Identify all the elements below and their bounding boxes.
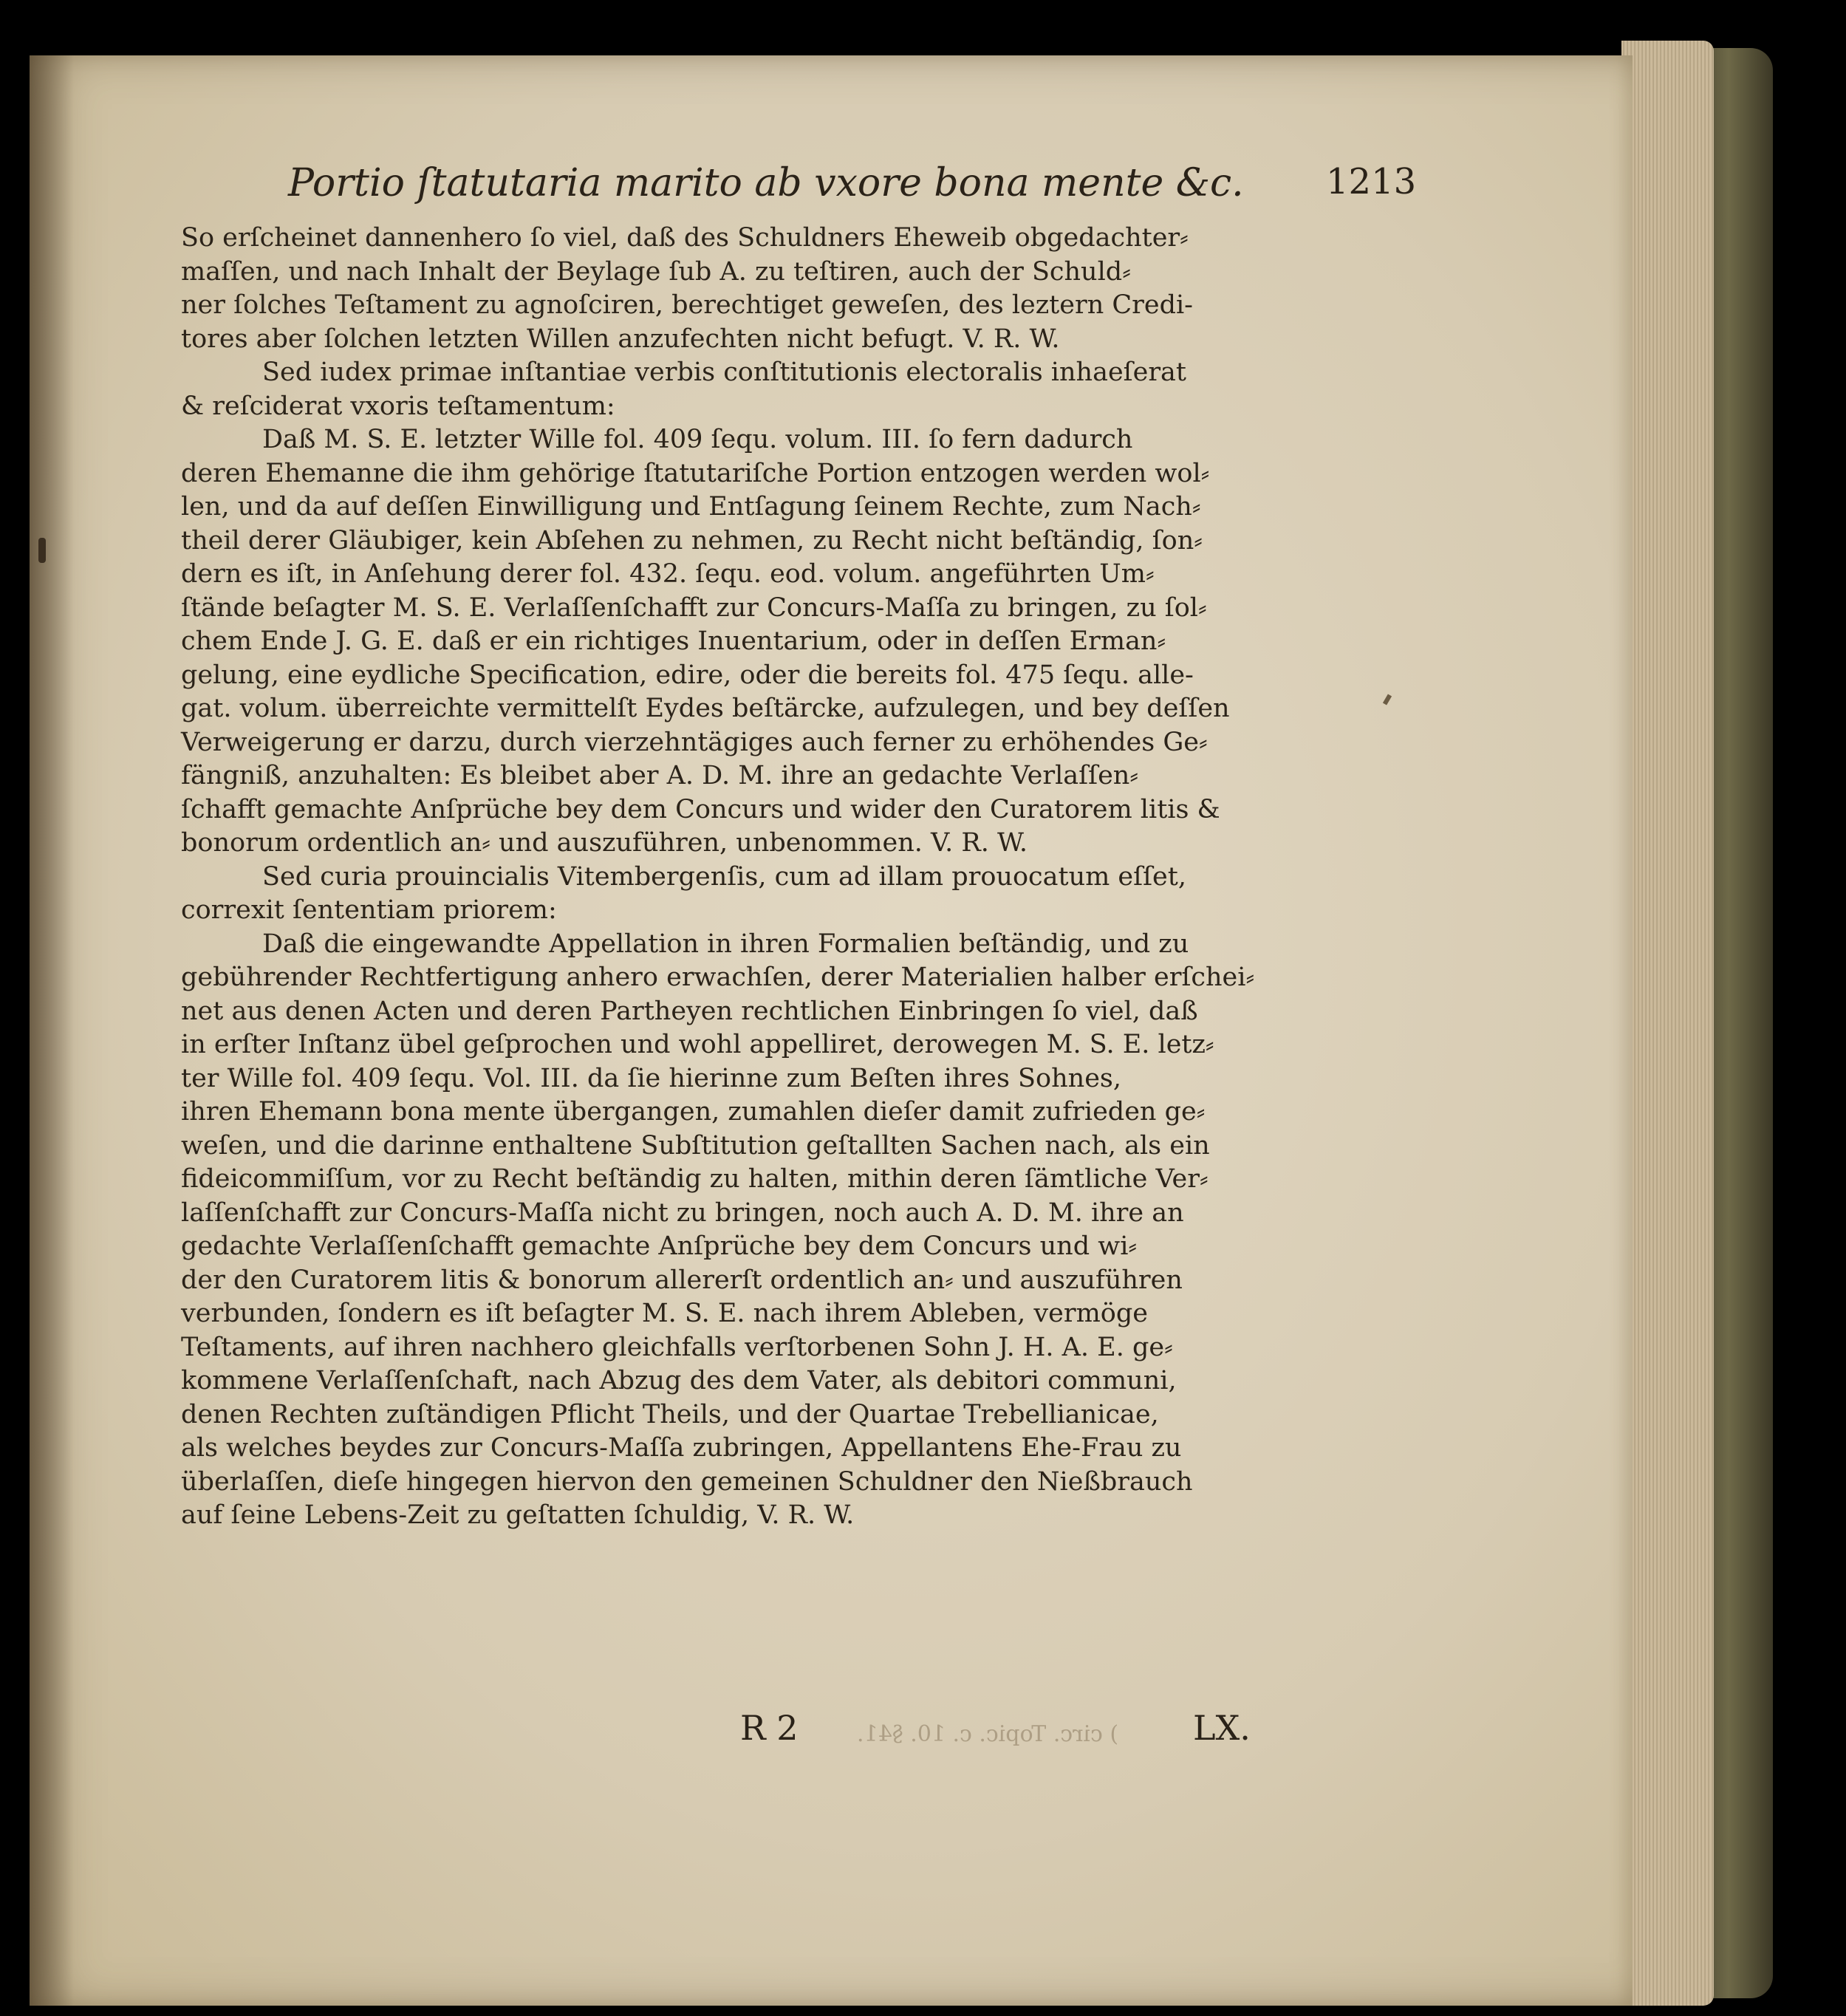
body-text xyxy=(181,222,1259,1533)
text-line: maſſen, und nach Inhalt der Beylage ſub A. zu teſtiren, auch der Schuld⸗ xyxy=(181,256,1131,287)
text-line: deren Ehemanne die ihm gehörige ſtatutariſche Portion entzogen werden wol⸗ xyxy=(181,458,1210,488)
text-line: tores aber ſolchen letzten Willen anzufechten nicht befugt. V. R. W. xyxy=(181,324,1060,354)
text-line: ter Wille fol. 409 ſequ. Vol. III. da ſie hierinne zum Beſten ihres Sohnes, xyxy=(181,1063,1121,1093)
text-line: Sed curia prouincialis Vitembergenſis, cum ad illam prouocatum eſſet, xyxy=(262,861,1186,892)
text-line: als welches beydes zur Concurs-Maſſa zubringen, Appellantens Ehe-Frau zu xyxy=(181,1433,1182,1463)
text-line: gat. volum. überreichte vermittelſt Eydes beſtärcke, aufzulegen, und bey deſſen xyxy=(181,694,1230,723)
text-line: net aus denen Acten und deren Partheyen rechtlichen Einbringen ſo viel, daß xyxy=(181,996,1198,1026)
text-line: dern es iſt, in Anſehung derer fol. 432. ſequ. eod. volum. angeführten Um⸗ xyxy=(181,559,1155,589)
page-edges xyxy=(1621,41,1714,2006)
margin-ink-mark xyxy=(38,538,46,563)
signature-mark: R 2 xyxy=(740,1708,799,1748)
text-line: gelung, eine eydliche Specification, edire, oder die bereits fol. 475 ſequ. alle- xyxy=(181,660,1194,690)
text-line: len, und da auf deſſen Einwilligung und Entſagung ſeinem Rechte, zum Nach⸗ xyxy=(181,492,1201,522)
running-title: Portio ſtatutaria marito ab vxore bona mente &c. xyxy=(288,161,1244,205)
text-line: auf ſeine Lebens-Zeit zu geſtatten ſchuldig, V. R. W. xyxy=(181,1500,855,1530)
text-line: ſchafft gemachte Anſprüche bey dem Concurs und wider den Curatorem litis & xyxy=(181,794,1220,824)
text-line: ner ſolches Teſtament zu agnoſciren, berechtiget geweſen, des leztern Credi- xyxy=(181,290,1194,320)
text-line: Sed iudex primae inſtantiae verbis conſtitutionis electoralis inhaeſerat xyxy=(262,358,1186,387)
text-line: fideicommiſſum, vor zu Recht beſtändig zu halten, mithin deren ſämtliche Ver⸗ xyxy=(181,1164,1209,1194)
bleed-through-text: ) circ. Topic. c. 10. §41. xyxy=(857,1721,1119,1747)
catchword: LX. xyxy=(1193,1708,1251,1748)
text-line: kommene Verlaſſenſchaft, nach Abzug des dem Vater, als debitori communi, xyxy=(181,1366,1177,1395)
text-line: bonorum ordentlich an⸗ und auszuführen, unbenommen. V. R. W. xyxy=(181,828,1028,858)
text-line: Daß M. S. E. letzter Wille fol. 409 ſequ. volum. III. ſo fern dadurch xyxy=(262,425,1133,454)
text-line: & reſciderat vxoris teſtamentum: xyxy=(181,391,615,421)
page-gutter-shadow xyxy=(30,55,74,2006)
text-line: Verweigerung er darzu, durch vierzehntägiges auch ferner zu erhöhendes Ge⸗ xyxy=(181,727,1208,757)
text-line: weſen, und die darinne enthaltene Subſtitution geſtallten Sachen nach, als ein xyxy=(181,1130,1210,1161)
text-line: theil derer Gläubiger, kein Abſehen zu nehmen, zu Recht nicht beſtändig, ſon⸗ xyxy=(181,525,1203,556)
text-line: chem Ende J. G. E. daß er ein richtiges Inuentarium, oder in deſſen Erman⸗ xyxy=(181,626,1166,656)
text-line: gedachte Verlaſſenſchafft gemachte Anſprüche bey dem Concurs und wi⸗ xyxy=(181,1231,1138,1261)
text-line: der den Curatorem litis & bonorum allererſt ordentlich an⸗ und auszuführen xyxy=(181,1265,1183,1295)
text-line: fängniß, anzuhalten: Es bleibet aber A. D. M. ihre an gedachte Verlaſſen⸗ xyxy=(181,761,1138,790)
text-line: correxit ſententiam priorem: xyxy=(181,895,557,925)
text-line: So erſcheinet dannenhero ſo viel, daß des Schuldners Eheweib obgedachter⸗ xyxy=(181,223,1189,253)
text-line: ſtände beſagter M. S. E. Verlaſſenſchafft zur Concurs-Maſſa zu bringen, zu ſol⸗ xyxy=(181,592,1207,623)
text-line: in erſter Inſtanz übel geſprochen und wohl appelliret, derowegen M. S. E. letz⸗ xyxy=(181,1030,1214,1059)
page-number: 1213 xyxy=(1326,161,1417,202)
text-line: laſſenſchafft zur Concurs-Maſſa nicht zu bringen, noch auch A. D. M. ihre an xyxy=(181,1197,1184,1228)
text-line: gebührender Rechtfertigung anhero erwachſen, derer Materialien halber erſchei⸗ xyxy=(181,963,1255,992)
text-line: verbunden, ſondern es iſt beſagter M. S. E. nach ihrem Ableben, vermöge xyxy=(181,1299,1148,1328)
text-line: Daß die eingewandte Appellation in ihren Formalien beſtändig, und zu xyxy=(262,929,1189,959)
text-line: ihren Ehemann bona mente übergangen, zumahlen dieſer damit zufrieden ge⸗ xyxy=(181,1097,1206,1127)
text-line: Teſtaments, auf ihren nachhero gleichfalls verſtorbenen Sohn J. H. A. E. ge⸗ xyxy=(181,1332,1173,1362)
text-line: denen Rechten zuſtändigen Pflicht Theils, und der Quartae Trebellianicae, xyxy=(181,1399,1159,1429)
text-line: überlaſſen, dieſe hingegen hiervon den gemeinen Schuldner den Nießbrauch xyxy=(181,1466,1193,1497)
